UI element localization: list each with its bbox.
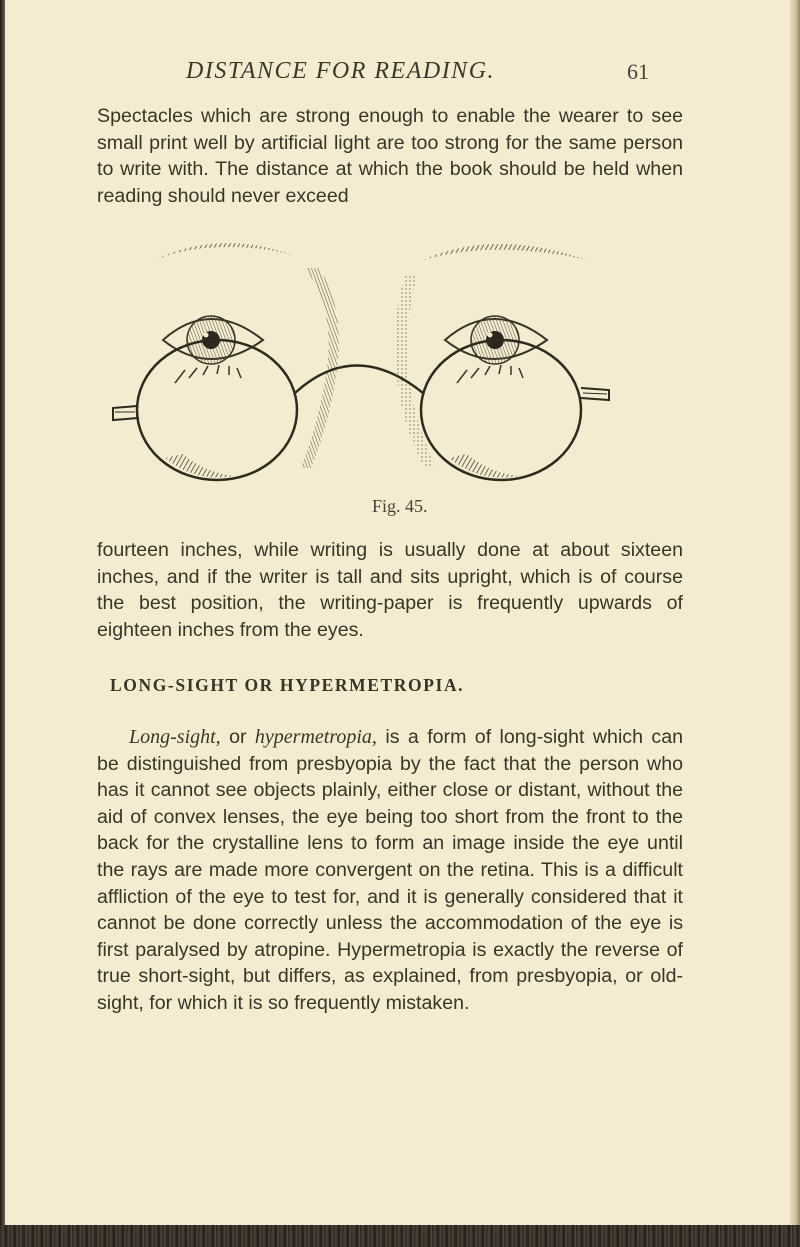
paragraph-distances: fourteen inches, while writing is usually done at about sixteen inches, and if the writer is tall and sits upright, which is of course the best position, the writing-paper is frequently upwards of eighteen inches from the eyes.: [97, 539, 683, 641]
paragraph-hypermetropia: [97, 724, 683, 1017]
page-bottom-edge: [0, 1225, 800, 1247]
page-fore-edge: [790, 0, 800, 1247]
page-binding-edge: [0, 0, 5, 1247]
figure-caption: Fig. 45.: [372, 496, 428, 516]
term-hypermetropia: hypermetropia,: [254, 726, 377, 748]
section-heading: LONG-SIGHT OR HYPERMETROPIA.: [110, 675, 465, 695]
spectacles-illustration: [105, 228, 625, 503]
term-connector: or: [220, 726, 255, 748]
running-title: DISTANCE FOR READING.: [186, 58, 496, 84]
paragraph-intro: Spectacles which are strong enough to enable the wearer to see small print well by artificial light are too strong for the same person to write with. The distance at which the book should be held when reading should never exceed: [97, 105, 683, 207]
term-long-sight: Long-sight,: [129, 726, 221, 748]
hypermetropia-description: is a form of long-sight which can be distinguished from presbyopia by the fact that the person who has it cannot see objects plainly, either close or distant, without the aid of convex lenses, the eye being too short from the front to the back for the crystalline lens to form an image inside the eye until the rays are made more convergent on the retina. This is a difficult affliction of the eye to test for, and it is generally considered that it cannot be done correctly unless the accommodation of the eye is first paralysed by atropine. Hypermetropia is exactly the reverse of true short-sight, but differs, as explained, from presbyopia, or old-sight, for which it is so frequently mistaken.: [97, 726, 683, 1014]
page-number: 61: [627, 59, 649, 84]
running-head: [0, 58, 800, 92]
